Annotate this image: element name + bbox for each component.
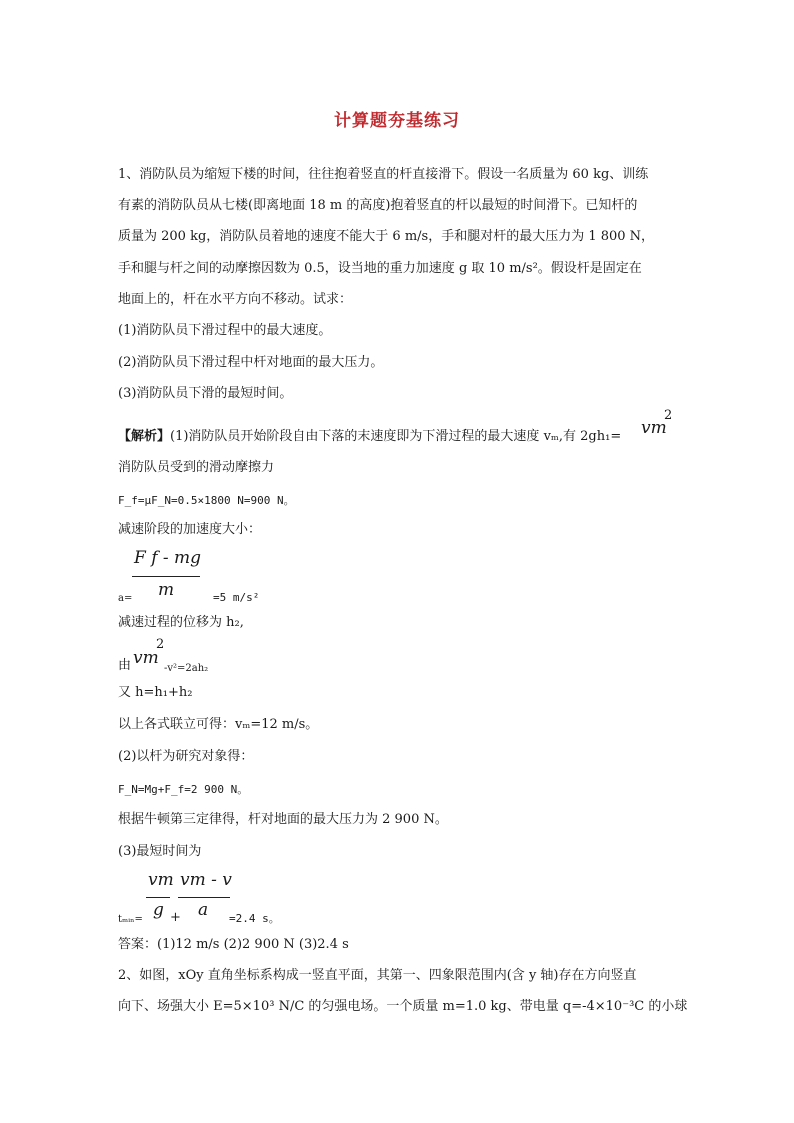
solution-line-4: 减速阶段的加速度大小： bbox=[118, 522, 262, 537]
q1-line-5: 地面上的，杆在水平方向不移动。试求： bbox=[118, 292, 353, 307]
a-equals: a= bbox=[118, 593, 133, 604]
solution-line-11: 根据牛顿第三定律得，杆对地面的最大压力为 2 900 N。 bbox=[118, 812, 448, 827]
vm-symbol-1: vm bbox=[641, 418, 667, 438]
decel-equation: -v²=2ah₂ bbox=[164, 663, 209, 674]
solution-tag: 【解析】 bbox=[118, 429, 171, 444]
fraction-2-denominator: g bbox=[153, 900, 164, 920]
square-sup-2: 2 bbox=[156, 637, 165, 652]
solution-text-1: (1)消防队员开始阶段自由下落的末速度即为下滑过程的最大速度 vₘ,有 2gh₁= bbox=[170, 429, 622, 444]
q1-sub-1: (1)消防队员下滑过程中的最大速度。 bbox=[118, 323, 332, 338]
q2-line-2: 向下、场强大小 E=5×10³ N/C 的匀强电场。一个质量 m=1.0 kg、带电量 q=-4×10⁻³C 的小球 bbox=[118, 999, 688, 1014]
t-min-lhs: tₘᵢₙ= bbox=[118, 914, 143, 925]
t-plus: + bbox=[170, 910, 181, 925]
answer-line: 答案：(1)12 m/s (2)2 900 N (3)2.4 s bbox=[118, 937, 349, 952]
q1-line-1: 1、消防队员为缩短下楼的时间，往往抱着竖直的杆直接滑下。假设一名质量为 60 kg、训练 bbox=[118, 167, 649, 182]
fraction-3-numerator: vm - v bbox=[180, 870, 232, 890]
fraction-1-numerator: F f - mg bbox=[134, 548, 202, 568]
t-value: =2.4 s。 bbox=[229, 912, 280, 925]
fraction-3-denominator: a bbox=[198, 900, 209, 920]
q1-line-3: 质量为 200 kg，消防队员着地的速度不能大于 6 m/s，手和腿对杆的最大压力为 1 800 N， bbox=[118, 229, 655, 244]
vm-symbol-2: vm bbox=[133, 648, 159, 668]
solution-line-9: (2)以杆为研究对象得： bbox=[118, 749, 254, 764]
q1-sub-3: (3)消防队员下滑的最短时间。 bbox=[118, 386, 293, 401]
q2-line-1: 2、如图，xOy 直角坐标系构成一竖直平面，其第一、四象限范围内(含 y 轴)存在方向竖直 bbox=[118, 968, 637, 983]
q1-line-4: 手和腿与杆之间的动摩擦因数为 0.5，设当地的重力加速度 g 取 10 m/s²。假设杆是固定在 bbox=[118, 261, 642, 276]
fraction-1-denominator: m bbox=[158, 580, 175, 600]
q1-sub-2: (2)消防队员下滑过程中杆对地面的最大压力。 bbox=[118, 355, 384, 370]
fraction-2-numerator: vm bbox=[148, 870, 174, 890]
page-title: 计算题夯基练习 bbox=[334, 111, 460, 131]
solution-line-1 bbox=[118, 428, 621, 446]
solution-line-7: 又 h=h₁+h₂ bbox=[118, 685, 193, 700]
square-sup-1: 2 bbox=[664, 408, 673, 423]
fraction-1-bar bbox=[132, 576, 200, 577]
friction-equation: F_f=μF_N=0.5×1800 N=900 N。 bbox=[118, 494, 295, 507]
normal-force-equation: F_N=Mg+F_f=2 900 N。 bbox=[118, 783, 249, 796]
q1-line-2: 有素的消防队员从七楼(即离地面 18 m 的高度)抱着竖直的杆以最短的时间滑下。已知杆的 bbox=[118, 198, 638, 213]
fraction-3-bar bbox=[178, 897, 230, 898]
solution-line-5: 减速过程的位移为 h₂, bbox=[118, 615, 244, 630]
a-value: =5 m/s² bbox=[213, 591, 260, 604]
solution-line-12: (3)最短时间为 bbox=[118, 844, 202, 859]
fraction-2-bar bbox=[146, 897, 170, 898]
you-prefix: 由 bbox=[118, 658, 132, 673]
solution-line-2: 消防队员受到的滑动摩擦力 bbox=[118, 460, 275, 475]
solution-line-8: 以上各式联立可得：vₘ=12 m/s。 bbox=[118, 717, 319, 732]
